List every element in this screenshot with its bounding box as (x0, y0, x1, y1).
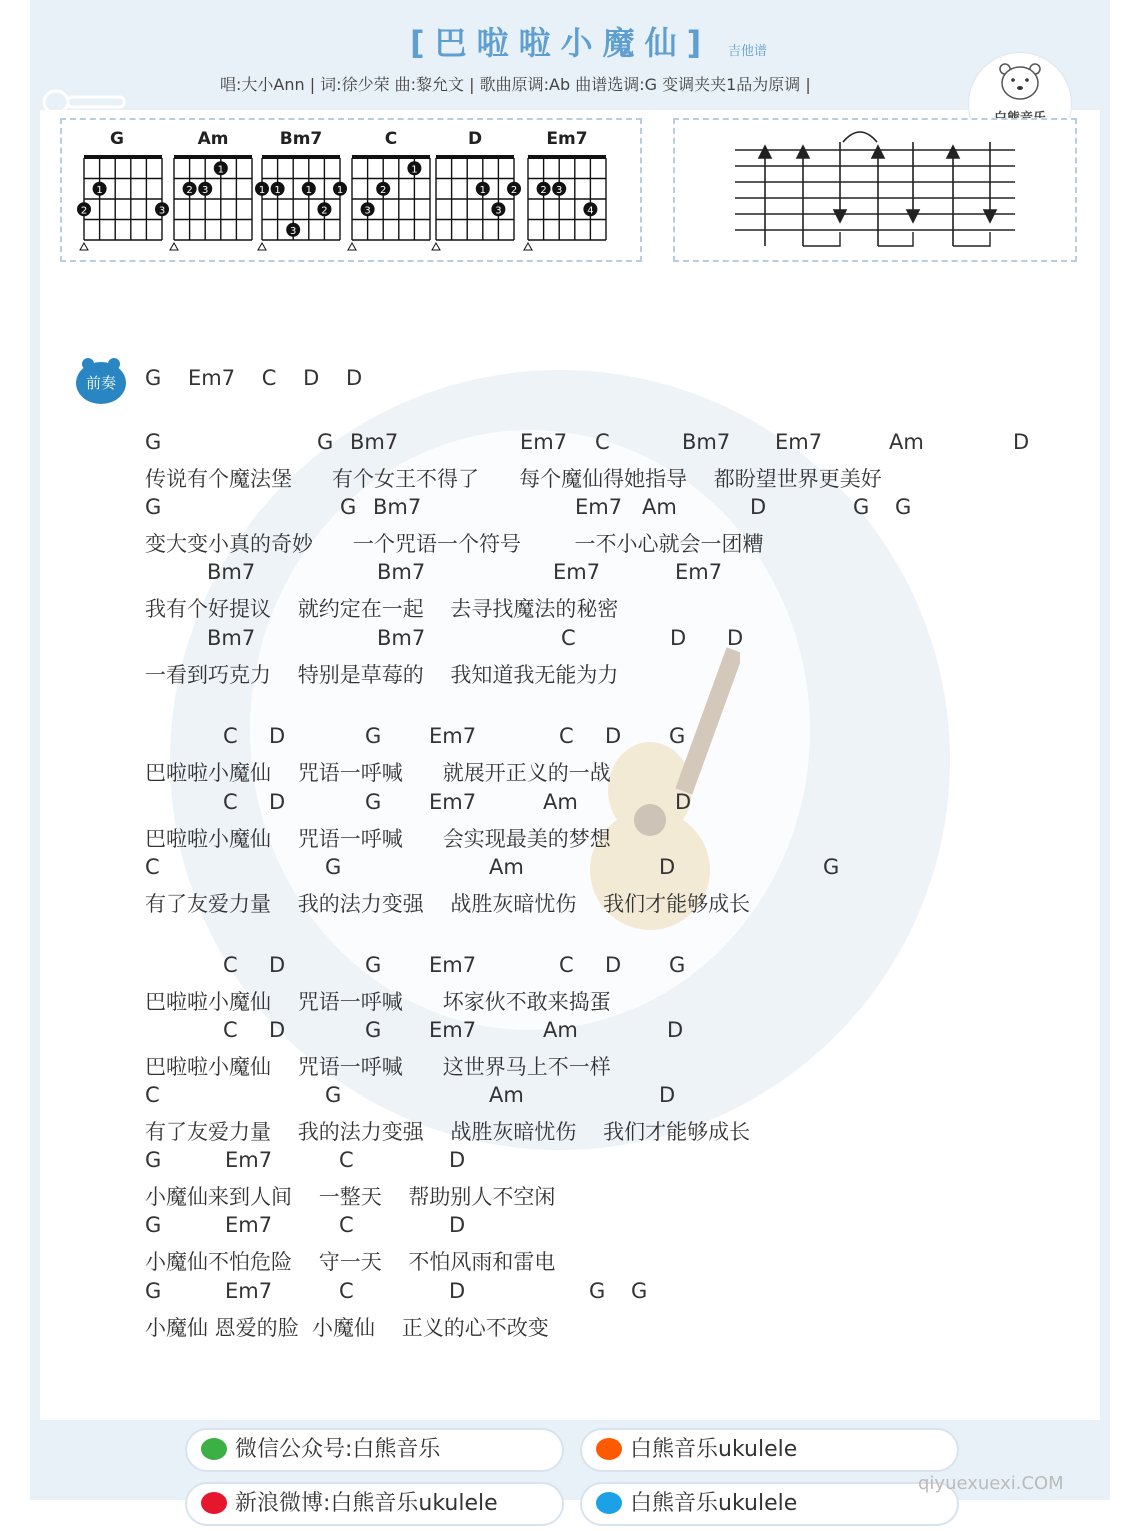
chord-label: C (223, 1018, 238, 1042)
chord-diagram-box (60, 118, 642, 262)
chord-label: Em7 (429, 1018, 477, 1042)
chord-label: C (145, 1083, 160, 1107)
chord-diagram-bm7 (255, 129, 347, 250)
chord-label: C (223, 790, 238, 814)
chord-label: G (145, 1148, 162, 1172)
chord-label: G (325, 1083, 342, 1107)
lyric-text: 小魔仙不怕危险 守一天 不怕风雨和雷电 (145, 1250, 556, 1274)
chord-label: Am (543, 790, 578, 814)
svg-text:1: 1 (336, 184, 344, 196)
chord-label: Em7 (575, 495, 623, 519)
chord-name: Am (197, 129, 229, 149)
svg-text:1: 1 (479, 184, 486, 196)
footer-link-text: 白熊音乐ukulele (630, 1437, 798, 1462)
chord-label: C (559, 953, 574, 977)
chord-label: Em7 (675, 560, 723, 584)
chord-label: D (449, 1148, 466, 1172)
chord-label: C (223, 724, 238, 748)
chord-label: G (589, 1279, 606, 1303)
chord-label: Bm7 (350, 430, 399, 454)
chord-label: C (339, 1148, 354, 1172)
chord-label: D (727, 626, 744, 650)
chord-label: G (145, 495, 162, 519)
lyric-text: 传说有个魔法堡 有个女王不得了 每个魔仙得她指导 都盼望世界更美好 (145, 467, 882, 491)
chord-label: C (559, 724, 574, 748)
footer-link-youku[interactable] (580, 1482, 959, 1526)
chord-name: Bm7 (279, 129, 323, 149)
chord-label: D (675, 790, 692, 814)
svg-text:2: 2 (80, 205, 88, 217)
chord-label: G (145, 1279, 162, 1303)
svg-text:3: 3 (158, 205, 166, 217)
polar-bear-icon (997, 61, 1043, 101)
chord-label: Bm7 (682, 430, 731, 454)
chord-label: D (670, 626, 687, 650)
chord-label: C (339, 1213, 354, 1237)
strum-pattern (675, 120, 1075, 260)
chord-label: D (605, 953, 622, 977)
svg-text:1: 1 (258, 184, 266, 196)
chord-label: D (449, 1279, 466, 1303)
svg-text:3: 3 (556, 184, 563, 196)
chord-label: Em7 (225, 1148, 273, 1172)
intro-badge: 前奏 (76, 362, 126, 404)
chord-label: Bm7 (207, 626, 256, 650)
chord-label: Am (489, 1083, 524, 1107)
chord-label: D (605, 724, 622, 748)
lyric-text: 小魔仙 恩爱的脸 小魔仙 正义的心不改变 (145, 1316, 549, 1340)
chord-label: Em7 (775, 430, 823, 454)
weibo-icon (201, 1492, 227, 1514)
intro-chords: G Em7 C D D (145, 366, 363, 390)
svg-text:1: 1 (217, 164, 224, 176)
chord-diagram-c (348, 129, 430, 250)
chord-label: D (750, 495, 767, 519)
footer-link-taobao[interactable] (580, 1428, 959, 1472)
watermark: qiyuexuexi.COM (918, 1473, 1064, 1494)
wechat-icon (201, 1438, 227, 1460)
chord-label: G (325, 855, 342, 879)
chord-label: G (340, 495, 357, 519)
ukulele-outline-icon (42, 88, 127, 116)
chord-name: G (110, 129, 124, 149)
youku-icon (596, 1492, 622, 1514)
song-title: [巴啦啦小魔仙] (410, 24, 712, 62)
chord-label: D (269, 953, 286, 977)
chord-diagrams (62, 120, 640, 260)
chord-label: D (269, 1018, 286, 1042)
lyric-text: 我有个好提议 就约定在一起 去寻找魔法的秘密 (145, 597, 619, 621)
lyric-text: 有了友爱力量 我的法力变强 战胜灰暗忧伤 我们才能够成长 (145, 892, 751, 916)
chord-label: G (365, 724, 382, 748)
svg-text:2: 2 (540, 184, 547, 196)
chord-label: G (823, 855, 840, 879)
chord-label: G (145, 1213, 162, 1237)
strum-pattern-box (673, 118, 1077, 262)
svg-text:2: 2 (510, 184, 518, 196)
chord-label: D (269, 724, 286, 748)
svg-text:1: 1 (411, 164, 418, 176)
chord-label: G (895, 495, 912, 519)
chord-label: Am (889, 430, 924, 454)
chord-label: D (449, 1213, 466, 1237)
chord-label: C (595, 430, 610, 454)
chord-label: Em7 (429, 724, 477, 748)
chord-diagram-d (432, 129, 521, 250)
footer-link-text: 新浪微博:白熊音乐ukulele (235, 1491, 498, 1516)
svg-text:1: 1 (305, 184, 312, 196)
footer-link-wechat[interactable] (185, 1428, 564, 1472)
svg-text:4: 4 (587, 205, 594, 217)
chord-label: Am (489, 855, 524, 879)
chord-label: C (339, 1279, 354, 1303)
svg-text:2: 2 (321, 205, 328, 217)
chord-label: Em7 (553, 560, 601, 584)
lyric-text: 巴啦啦小魔仙 咒语一呼喊 这世界马上不一样 (145, 1055, 611, 1079)
chord-diagram-em7 (524, 129, 606, 250)
chord-diagram-g (77, 129, 169, 250)
chord-name: C (384, 129, 398, 149)
footer-link-weibo[interactable] (185, 1482, 564, 1526)
svg-text:3: 3 (364, 205, 371, 217)
chord-label: G (145, 430, 162, 454)
song-credits: 唱:大小Ann | 词:徐少荣 曲:黎允文 | 歌曲原调:Ab 曲谱选调:G 变调夹夹1品为原调 | (220, 75, 811, 94)
svg-text:2: 2 (186, 184, 193, 196)
chord-label: Bm7 (373, 495, 422, 519)
chord-label: Bm7 (377, 560, 426, 584)
chord-label: G (669, 953, 686, 977)
chord-label: D (659, 1083, 676, 1107)
chord-label: Em7 (429, 953, 477, 977)
chord-label: G (365, 953, 382, 977)
chord-label: Am (543, 1018, 578, 1042)
lyric-text: 巴啦啦小魔仙 咒语一呼喊 坏家伙不敢来捣蛋 (145, 990, 611, 1014)
lyric-text: 有了友爱力量 我的法力变强 战胜灰暗忧伤 我们才能够成长 (145, 1120, 751, 1144)
chord-label: D (1013, 430, 1030, 454)
chord-name: Em7 (546, 129, 588, 149)
svg-text:3: 3 (202, 184, 209, 196)
chord-label: D (269, 790, 286, 814)
chord-label: Em7 (520, 430, 568, 454)
chord-label: Bm7 (207, 560, 256, 584)
chord-label: D (667, 1018, 684, 1042)
lyric-text: 巴啦啦小魔仙 咒语一呼喊 会实现最美的梦想 (145, 827, 611, 851)
footer-link-text: 白熊音乐ukulele (630, 1491, 798, 1516)
lyric-text: 一看到巧克力 特别是草莓的 我知道我无能为力 (145, 663, 619, 687)
chord-name: D (467, 129, 483, 149)
chord-label: G (669, 724, 686, 748)
lyric-text: 巴啦啦小魔仙 咒语一呼喊 就展开正义的一战 (145, 761, 611, 785)
lyric-text: 小魔仙来到人间 一整天 帮助别人不空闲 (145, 1185, 556, 1209)
svg-text:1: 1 (274, 184, 281, 196)
chord-label: Em7 (225, 1213, 273, 1237)
chord-label: C (561, 626, 576, 650)
taobao-icon (596, 1438, 622, 1460)
chord-label: D (659, 855, 676, 879)
svg-text:3: 3 (290, 225, 297, 237)
score-type-tag: 吉他谱 (728, 44, 768, 59)
svg-text:3: 3 (495, 205, 502, 217)
chord-label: G (365, 1018, 382, 1042)
svg-text:2: 2 (380, 184, 387, 196)
chord-label: Em7 (429, 790, 477, 814)
chord-diagram-am (170, 129, 252, 250)
footer-link-text: 微信公众号:白熊音乐 (235, 1437, 441, 1462)
chord-label: G (853, 495, 870, 519)
svg-text:1: 1 (96, 184, 103, 196)
chord-label: Em7 (225, 1279, 273, 1303)
chord-label: Am (642, 495, 677, 519)
chord-label: Bm7 (377, 626, 426, 650)
chord-label: G (631, 1279, 648, 1303)
lyric-text: 变大变小真的奇妙 一个咒语一个符号 一不小心就会一团糟 (145, 532, 764, 556)
chord-label: G (317, 430, 334, 454)
chord-label: C (223, 953, 238, 977)
chord-label: G (365, 790, 382, 814)
chord-label: C (145, 855, 160, 879)
